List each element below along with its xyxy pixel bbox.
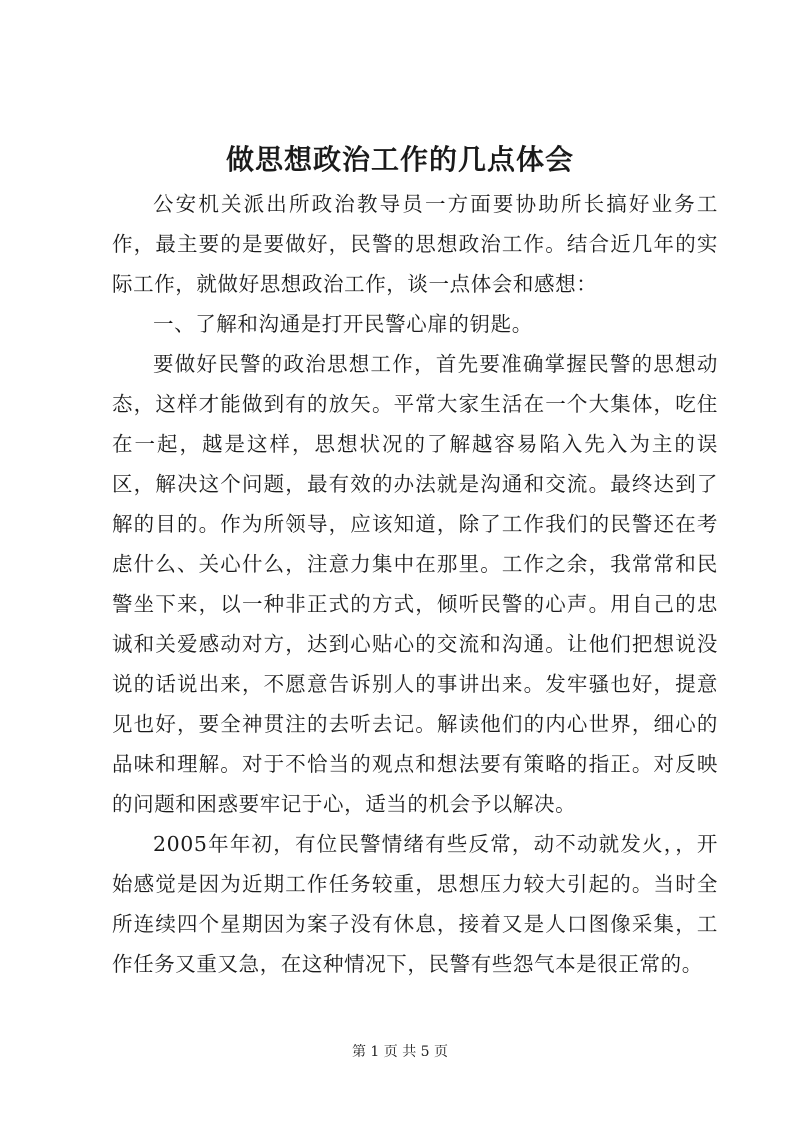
document-title: 做思想政治工作的几点体会 bbox=[225, 143, 574, 176]
paragraph-example-2005: 2005年年初，有位民警情绪有些反常，动不动就发火，，开始感觉是因为近期工作任务较重，思想压力较大引起的。当时全所连续四个星期因为案子没有休息，接着又是人口图像采集，工作任务又重又急，在这种情况下，民警有些怨气本是很正常的。 bbox=[112, 832, 718, 976]
paragraph-heading-1: 一、了解和沟通是打开民警心扉的钥匙。 bbox=[153, 312, 533, 336]
paragraph-communication: 要做好民警的政治思想工作，首先要准确掌握民警的思想动态，这样才能做到有的放矢。平常大家生活在一个大集体，吃住在一起，越是这样，思想状况的了解越容易陷入先入为主的误区，解决这个问题，最有效的办法就是沟通和交流。最终达到了解的目的。作为所领导，应该知道，除了工作我们的民警还在考虑什么、关心什么，注意力集中在那里。工作之余，我常常和民警坐下来，以一种非正式的方式，倾听民警的心声。用自己的忠诚和关爱感动对方，达到心贴心的交流和沟通。让他们把想说没说的话说出来，不愿意告诉别人的事讲出来。发牢骚也好，提意见也好，要全神贯注的去听去记。解读他们的内心世界，细心的品味和理解。对于不恰当的观点和想法要有策略的指正。对反映的问题和困惑要牢记于心，适当的机会予以解决。 bbox=[112, 352, 718, 816]
page-footer: 第 1 页 共 5 页 bbox=[351, 1044, 449, 1060]
document-body bbox=[112, 184, 718, 984]
paragraph-intro: 公安机关派出所政治教导员一方面要协助所长搞好业务工作，最主要的是要做好，民警的思想政治工作。结合近几年的实际工作，就做好思想政治工作，谈一点体会和感想： bbox=[112, 192, 718, 296]
